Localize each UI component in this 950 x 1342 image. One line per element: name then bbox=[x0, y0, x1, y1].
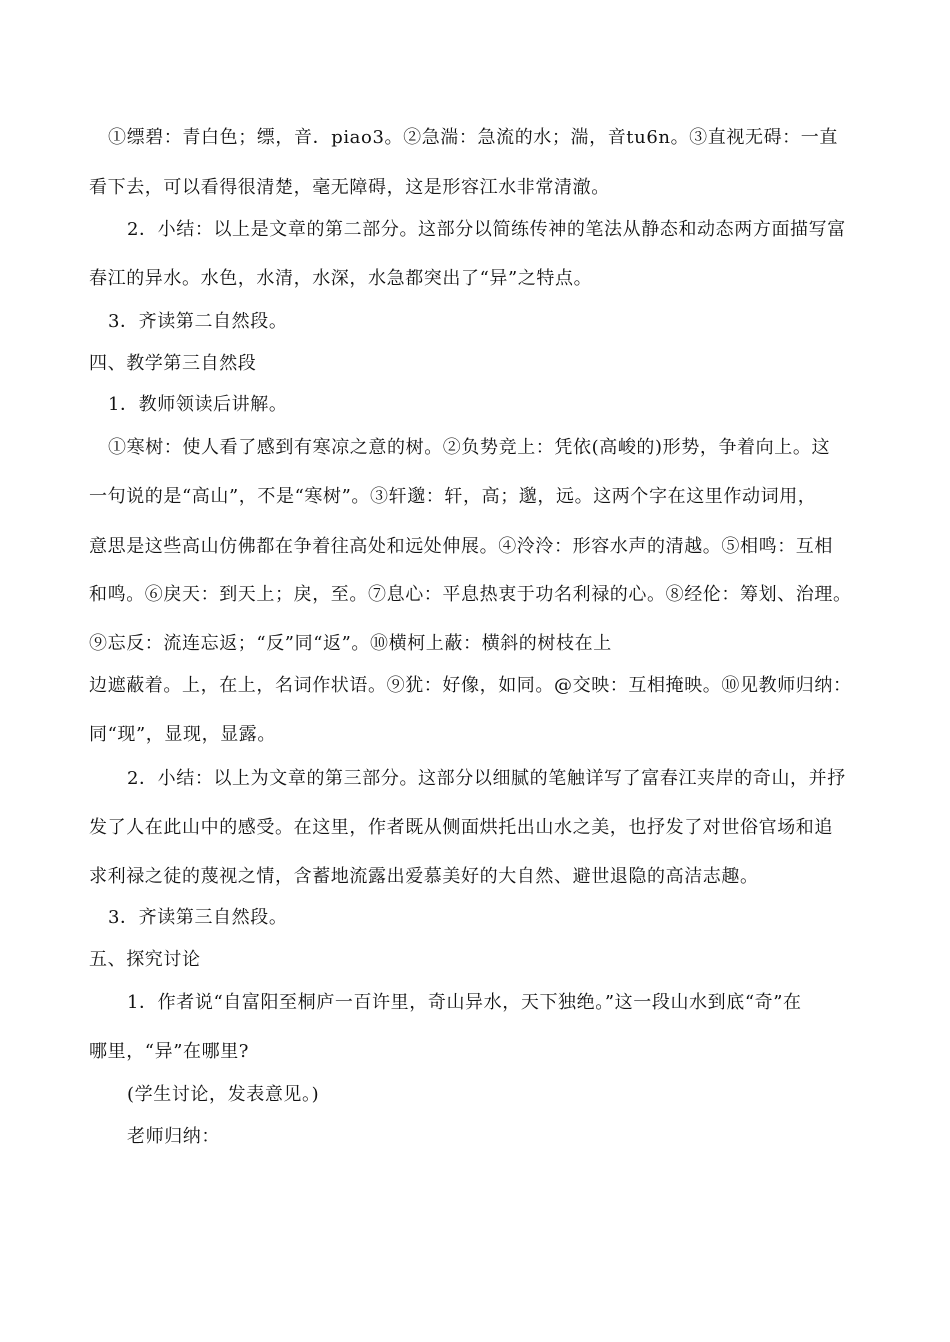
text-line-annotation-3-cont-4: ⑨忘反：流连忘返；“反”同“返”。⑩横柯上蔽：横斜的树枝在上 bbox=[89, 633, 612, 654]
text-line-summary-3: 2．小结：以上为文章的第三部分。这部分以细腻的笔触详写了富春江夹岸的奇山，并抒 bbox=[127, 768, 846, 789]
text-line-discussion-1: 1．作者说“自富阳至桐庐一百许里，奇山异水，天下独绝。”这一段山水到底“奇”在 bbox=[127, 992, 802, 1013]
text-line-annotation-3-cont-5: 边遮蔽着。上，在上，名词作状语。⑨犹：好像，如同。@交映：互相掩映。⑩见教师归纳： bbox=[89, 675, 852, 696]
text-line-discussion-1-cont: 哪里，“异”在哪里? bbox=[89, 1041, 250, 1062]
section-heading-5: 五、探究讨论 bbox=[89, 949, 201, 970]
text-line-summary-3-cont-1: 发了人在此山中的感受。在这里，作者既从侧面烘托出山水之美，也抒发了对世俗官场和追 bbox=[89, 817, 833, 838]
text-line-teacher-summary: 老师归纳： bbox=[127, 1126, 220, 1147]
text-line-annotation-3: ①寒树：使人看了感到有寒凉之意的树。②负势竞上：凭依(高峻的)形势，争着向上。这 bbox=[108, 437, 831, 458]
section-heading-4: 四、教学第三自然段 bbox=[89, 353, 257, 374]
text-line-summary-3-cont-2: 求利禄之徒的蔑视之情，含蓄地流露出爱慕美好的大自然、避世退隐的高洁志趣。 bbox=[89, 866, 759, 887]
text-line-summary-2-cont: 春江的异水。水色，水清，水深，水急都突出了“异”之特点。 bbox=[89, 268, 593, 289]
text-line-annotation-1: ①缥碧：青白色；缥，音．piao3。②急湍：急流的水；湍，音tu6n。③直视无碍：一直 bbox=[108, 127, 838, 148]
text-line-read-3: 3．齐读第三自然段。 bbox=[108, 907, 288, 928]
text-line-annotation-3-cont-2: 意思是这些高山仿佛都在争着往高处和远处伸展。④泠泠：形容水声的清越。⑤相鸣：互相 bbox=[89, 536, 833, 557]
text-line-annotation-1-cont: 看下去，可以看得很清楚，毫无障碍，这是形容江水非常清澈。 bbox=[89, 177, 610, 198]
text-line-annotation-3-cont-6: 同“现”，显现，显露。 bbox=[89, 724, 277, 745]
text-line-annotation-3-cont-3: 和鸣。⑥戾天：到天上；戾，至。⑦息心：平息热衷于功名利禄的心。⑧经伦：筹划、治理。 bbox=[89, 584, 852, 605]
text-line-read-2: 3．齐读第二自然段。 bbox=[108, 311, 288, 332]
text-line-student-discussion: (学生讨论，发表意见。) bbox=[127, 1084, 320, 1105]
text-line-summary-2: 2．小结：以上是文章的第二部分。这部分以简练传神的笔法从静态和动态两方面描写富 bbox=[127, 219, 846, 240]
text-line-annotation-3-cont-1: 一句说的是“高山”，不是“寒树”。③轩邈：轩，高；邈，远。这两个字在这里作动词用， bbox=[89, 486, 817, 507]
text-line-teacher-read: 1．教师领读后讲解。 bbox=[108, 394, 288, 415]
